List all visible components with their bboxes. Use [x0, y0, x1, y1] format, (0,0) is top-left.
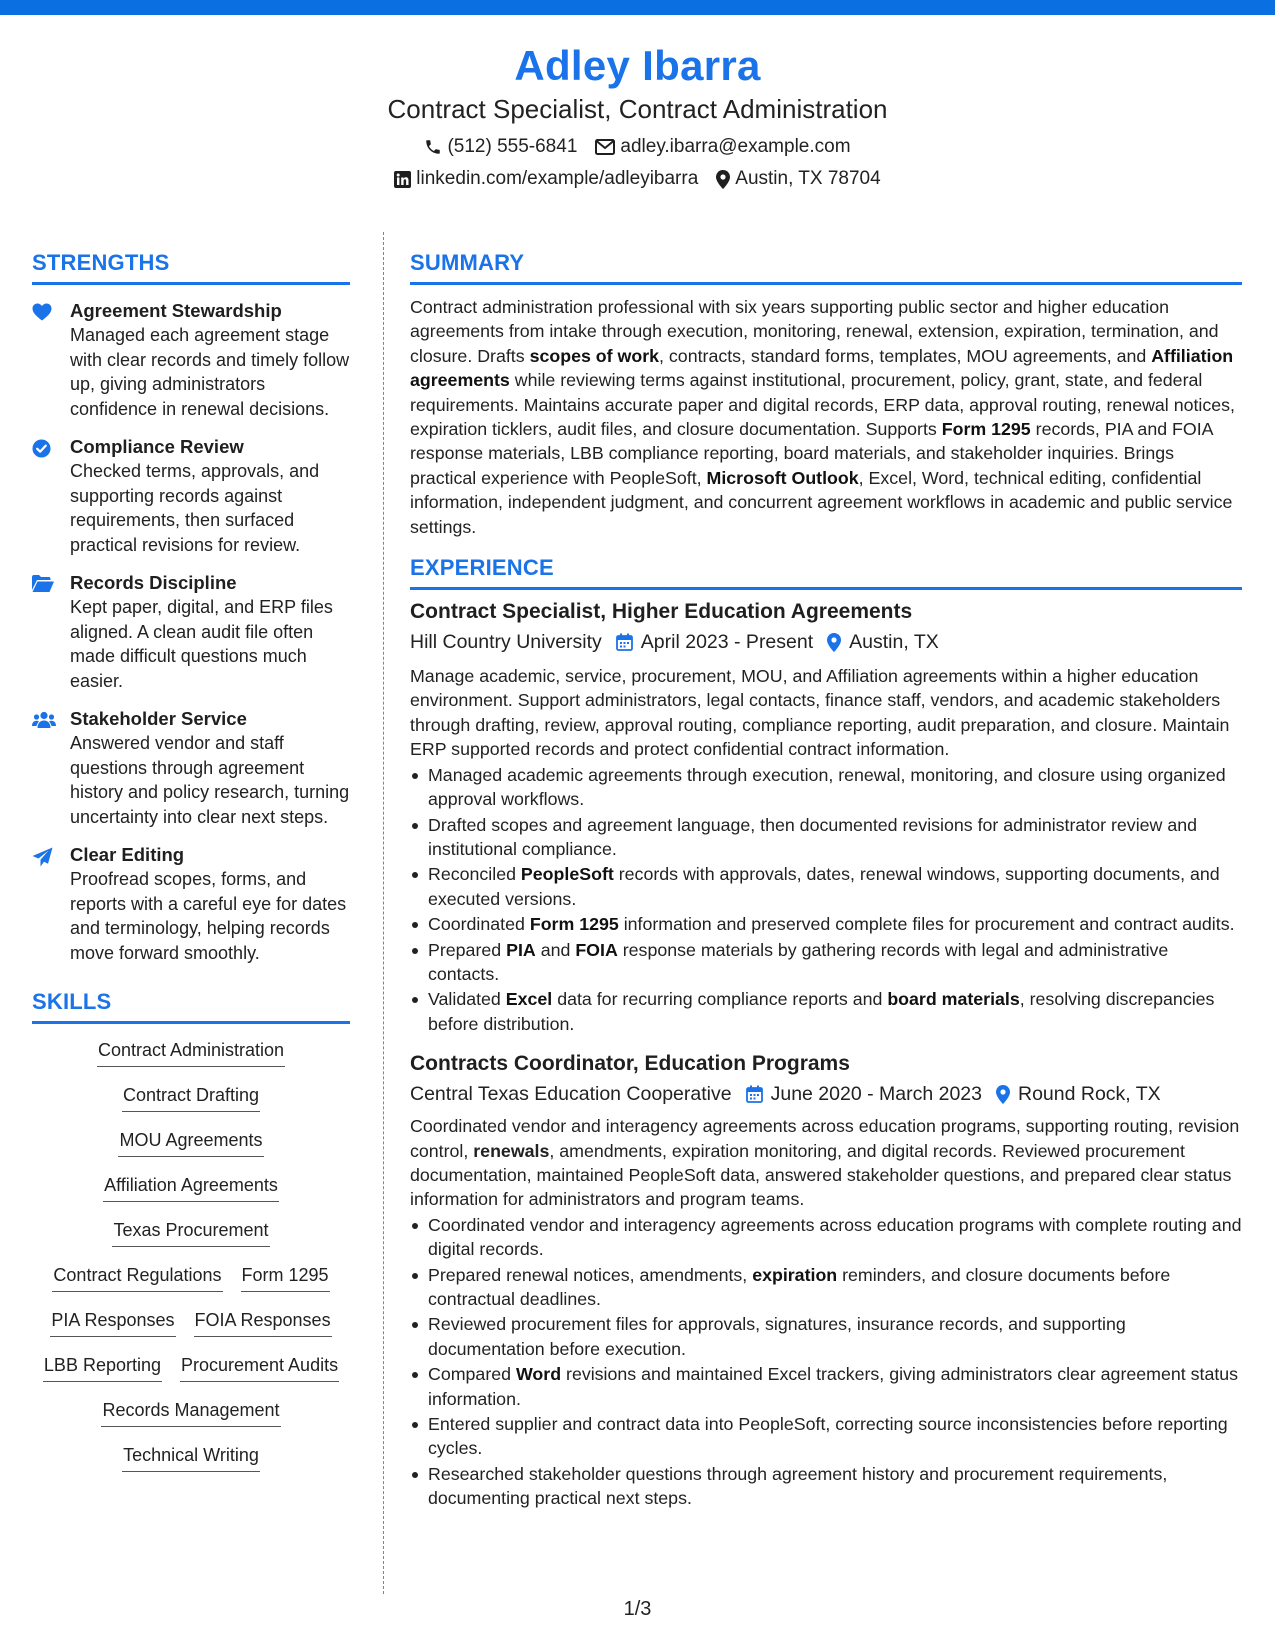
bullet-item: Reviewed procurement files for approvals, signatures, insurance records, and supporting documentation before execution. — [410, 1312, 1242, 1361]
skill-tag: FOIA Responses — [194, 1306, 332, 1337]
strength-desc: Managed each agreement stage with clear records and timely follow up, giving administrators confidence in renewal decisions. — [70, 325, 350, 419]
linkedin-text[interactable]: linkedin.com/example/adleyibarra — [416, 168, 699, 189]
strengths-heading: STRENGTHS — [32, 248, 350, 285]
bold-term: Word — [515, 1364, 562, 1385]
job-org: Central Texas Education Cooperative — [410, 1083, 732, 1106]
summary-heading: SUMMARY — [410, 248, 1242, 285]
location-item — [716, 164, 880, 194]
job-meta — [410, 628, 1242, 656]
skill-tag: Procurement Audits — [180, 1351, 339, 1382]
skill-tag: Contract Regulations — [52, 1261, 222, 1292]
linkedin-item[interactable] — [394, 164, 698, 194]
email-text[interactable]: adley.ibarra@example.com — [620, 136, 851, 157]
folder-open-icon — [32, 571, 60, 693]
bold-term: Form 1295 — [941, 419, 1031, 440]
resume-header — [0, 40, 1275, 194]
strength-desc: Kept paper, digital, and ERP files aligned. A clean audit file often made difficult questions much easier. — [70, 597, 333, 691]
strength-item — [32, 435, 350, 557]
strength-item — [32, 707, 350, 829]
job-bullets — [410, 1213, 1242, 1511]
skill-tag: Affiliation Agreements — [103, 1171, 279, 1202]
skills-list — [32, 1036, 350, 1486]
bullet-item: Reconciled PeopleSoft records with approvals, dates, renewal windows, supporting documents, and executed versions. — [410, 862, 1242, 911]
strength-title: Clear Editing — [70, 844, 185, 865]
bullet-item: Prepared PIA and FOIA response materials by gathering records with legal and administrative contacts. — [410, 938, 1242, 987]
job-title: Contract Specialist, Higher Education Agreements — [410, 600, 913, 624]
skill-tag: MOU Agreements — [118, 1126, 263, 1157]
envelope-icon — [595, 139, 615, 155]
skill-tag: Contract Administration — [97, 1036, 285, 1067]
bullet-item: Compared Word revisions and maintained Excel trackers, giving administrators clear agreement status information. — [410, 1362, 1242, 1411]
column-divider — [383, 232, 384, 1594]
strength-desc: Answered vendor and staff questions through agreement history and policy research, turning uncertainty into clear next steps. — [70, 733, 350, 827]
strength-title: Records Discipline — [70, 572, 237, 593]
bold-term: Form 1295 — [529, 914, 619, 935]
map-pin-icon — [716, 170, 730, 189]
bold-term: Excel — [505, 989, 553, 1010]
bold-term: scopes of work — [529, 345, 660, 366]
bullet-item: Managed academic agreements through execution, renewal, monitoring, and closure using organized approval workflows. — [410, 763, 1242, 812]
right-column — [410, 248, 1242, 1511]
check-circle-icon — [32, 435, 60, 557]
contact-row-2 — [0, 164, 1275, 194]
strength-item — [32, 843, 350, 965]
bullet-item: Drafted scopes and agreement language, then documented revisions for administrator review and institutional compliance. — [410, 813, 1242, 862]
bullet-item: Coordinated Form 1295 information and preserved complete files for procurement and contract audits. — [410, 912, 1242, 936]
strength-desc: Proofread scopes, forms, and reports with a careful eye for dates and terminology, helping records move forward smoothly. — [70, 869, 347, 963]
phone-item — [424, 132, 577, 162]
experience-heading: EXPERIENCE — [410, 553, 1242, 590]
bold-term: Affiliation agreements — [410, 345, 1234, 391]
job-description: Manage academic, service, procurement, MOU, and Affiliation agreements within a higher education environment. Support administrators, legal contacts, finance staff, vendors, and academic stakeholders through drafting, review, approval routing, compliance reporting, audit preparation, and closure. Maintain ERP supported records and protect confidential contract information. — [410, 666, 1230, 760]
strength-title: Compliance Review — [70, 436, 244, 457]
strength-title: Stakeholder Service — [70, 708, 247, 729]
job-org: Hill Country University — [410, 631, 602, 654]
skill-tag: Technical Writing — [122, 1441, 260, 1472]
skill-row — [32, 1126, 350, 1171]
skill-tag: PIA Responses — [50, 1306, 175, 1337]
job-dates: June 2020 - March 2023 — [770, 1083, 982, 1106]
location-text: Austin, TX 78704 — [735, 168, 881, 189]
map-pin-icon — [996, 1085, 1010, 1104]
strength-desc: Checked terms, approvals, and supporting records against requirements, then surfaced practical revisions for review. — [70, 461, 320, 555]
top-accent-bar — [0, 0, 1275, 15]
bullet-item: Prepared renewal notices, amendments, expiration reminders, and closure documents before contractual deadlines. — [410, 1263, 1242, 1312]
bold-term: expiration — [752, 1264, 838, 1285]
left-column — [32, 248, 350, 1486]
bullet-item: Entered supplier and contract data into PeopleSoft, correcting source inconsistencies before reporting cycles. — [410, 1412, 1242, 1461]
skill-tag: Texas Procurement — [112, 1216, 269, 1247]
job-meta — [410, 1080, 1242, 1108]
skill-tag: Form 1295 — [241, 1261, 330, 1292]
email-item[interactable] — [595, 132, 850, 162]
bold-term: FOIA — [575, 939, 618, 960]
paper-plane-icon — [32, 843, 60, 965]
candidate-name: Adley Ibarra — [514, 42, 761, 89]
skill-tag: Records Management — [101, 1396, 280, 1427]
bullet-item: Coordinated vendor and interagency agreements across education programs with complete routing and digital records. — [410, 1213, 1242, 1262]
skill-row — [32, 1216, 350, 1261]
job-title: Contracts Coordinator, Education Programs — [410, 1052, 850, 1076]
summary-text: Contract administration professional with six years supporting public sector and higher education agreements from intake through execution, monitoring, renewal, extension, expiration, termination, and closure. Drafts scopes of work, contracts, standard forms, templates, MOU agreements, and Affiliation agreements while reviewing terms against institutional, procurement, policy, grant, state, and federal requirements. Maintains accurate paper and digital records, ERP data, approval routing, renewal notices, expiration ticklers, audit files, and closure documentation. Supports Form 1295 records, PIA and FOIA response materials, LBB compliance reporting, board materials, and stakeholder inquiries. Brings practical experience with PeopleSoft, Microsoft Outlook, Excel, Word, technical editing, confidential information, independent judgment, and concurrent agreement workflows in academic and public service settings. — [410, 297, 1235, 537]
bold-term: Microsoft Outlook — [706, 467, 859, 488]
strength-title: Agreement Stewardship — [70, 300, 282, 321]
skill-row — [32, 1306, 350, 1351]
skills-heading: SKILLS — [32, 987, 350, 1024]
strength-item — [32, 571, 350, 693]
skill-tag: Contract Drafting — [122, 1081, 260, 1112]
bold-term: renewals — [473, 1140, 550, 1161]
bold-term: board materials — [887, 989, 1020, 1010]
phone-text: (512) 555-6841 — [447, 136, 578, 157]
skill-row — [32, 1036, 350, 1081]
skill-row — [32, 1171, 350, 1216]
phone-icon — [424, 138, 442, 156]
job-entry — [410, 598, 1242, 1036]
skill-tag: LBB Reporting — [43, 1351, 162, 1382]
skill-row — [32, 1081, 350, 1126]
contact-row-1 — [0, 132, 1275, 162]
job-description: Coordinated vendor and interagency agreements across education programs, supporting routing, revision control, renewals, amendments, expiration monitoring, and digital records. Reviewed procurement documentation, maintained PeopleSoft data, answered stakeholder questions, and prepared clear status information for administrators and program teams. — [410, 1116, 1240, 1210]
strength-item — [32, 299, 350, 421]
job-entry — [410, 1050, 1242, 1511]
bold-term: PeopleSoft — [520, 864, 614, 885]
calendar-icon — [746, 1085, 763, 1103]
job-location: Round Rock, TX — [1017, 1083, 1161, 1106]
heart-icon — [32, 299, 60, 421]
candidate-title: Contract Specialist, Contract Administration — [387, 94, 888, 124]
job-location: Austin, TX — [849, 631, 939, 654]
job-bullets — [410, 763, 1242, 1036]
job-dates: April 2023 - Present — [640, 631, 814, 654]
skill-row — [32, 1441, 350, 1486]
bullet-item: Validated Excel data for recurring compliance reports and board materials, resolving discrepancies before distribution. — [410, 987, 1242, 1036]
bullet-item: Researched stakeholder questions through agreement history and procurement requirements, documenting practical next steps. — [410, 1462, 1242, 1511]
linkedin-icon — [394, 171, 411, 188]
page-number: 1/3 — [623, 1598, 652, 1620]
map-pin-icon — [827, 633, 841, 652]
bold-term: PIA — [506, 939, 536, 960]
users-icon — [32, 707, 60, 829]
skill-row — [32, 1261, 350, 1306]
skill-row — [32, 1351, 350, 1396]
calendar-icon — [616, 633, 633, 651]
skill-row — [32, 1396, 350, 1441]
